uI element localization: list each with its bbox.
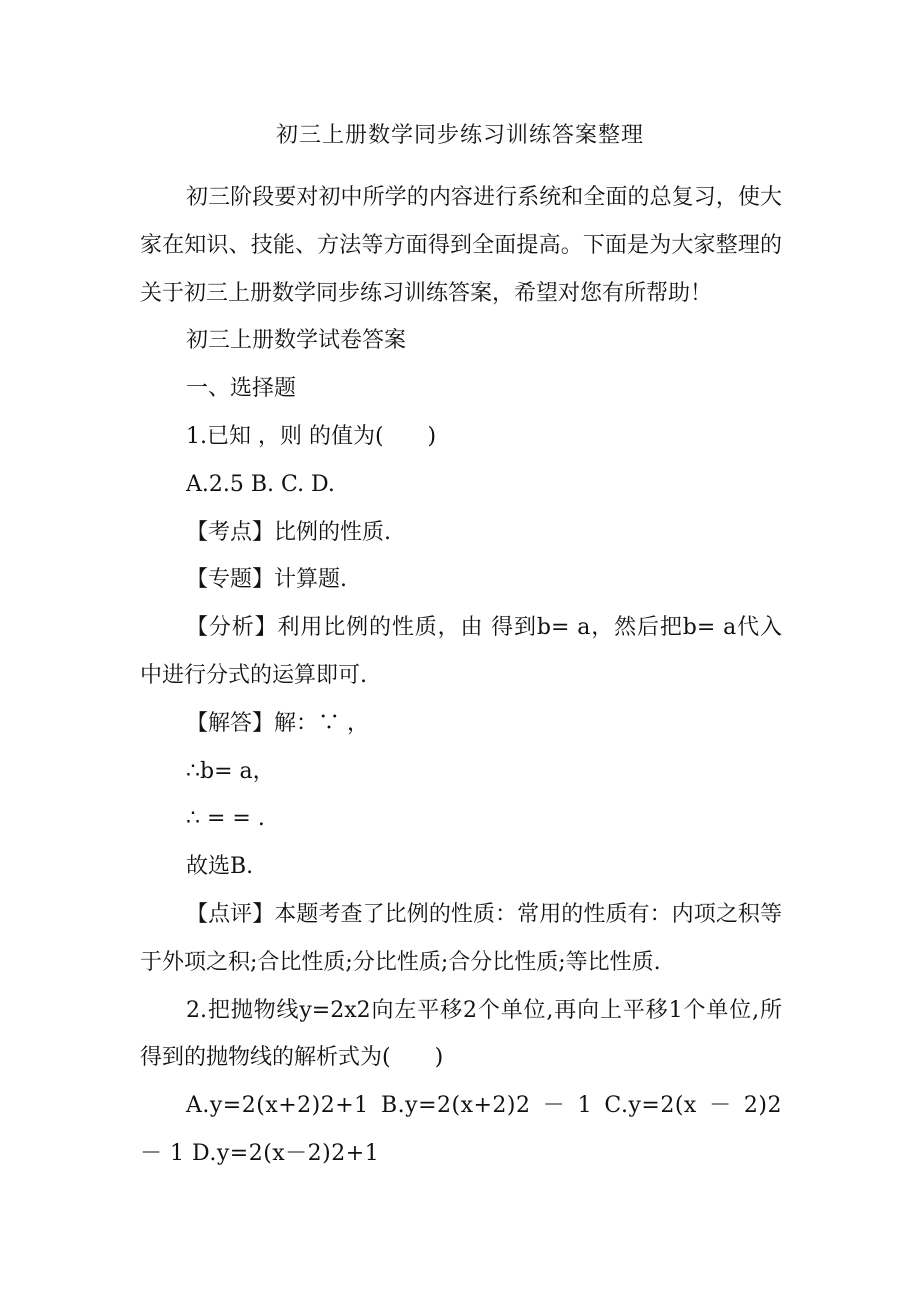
question-1-options: A.2.5 B. C. D. [186, 471, 335, 497]
question-1-analysis: 【分析】利用比例的性质，由 得到b= a，然后把b= a代入 中进行分式的运算即可. [140, 615, 782, 688]
question-2-options: A.y=2(x+2)2+1 B.y=2(x+2)2 － 1 C.y=2(x － 2)2 － 1 D.y=2(x－2)2+1 [140, 1093, 782, 1166]
question-1-zhuanti: 【专题】计算题. [186, 567, 347, 593]
question-1-answer: 【解答】解：∵ ， [186, 710, 369, 736]
question-1-step-1: ∴b= a， [186, 758, 275, 784]
intro-paragraph: 初三阶段要对初中所学的内容进行系统和全面的总复习，使大家在知识、技能、方法等方面得到全面提高。下面是为大家整理的关于初三上册数学同步练习训练答案，希望对您有所帮助！ [140, 185, 782, 306]
question-1: 1.已知 ，则 的值为( ) [186, 423, 437, 449]
question-1-step-2: ∴ = = . [186, 806, 265, 832]
document-body [140, 174, 782, 1178]
document-title: 初三上册数学同步练习训练答案整理 [275, 123, 644, 148]
section-heading: 初三上册数学试卷答案 [186, 328, 407, 354]
question-1-choice: 故选B. [186, 854, 254, 880]
subsection-heading: 一、选择题 [186, 376, 297, 402]
question-1-comment: 【点评】本题考查了比例的性质：常用的性质有：内项之积等于外项之积;合比性质;分比性质;合分比性质;等比性质. [140, 901, 782, 975]
question-2: 2.把抛物线y=2x2向左平移2个单位,再向上平移1个单位,所得到的抛物线的解析式为( ) [140, 997, 782, 1071]
question-1-kaodian: 【考点】比例的性质. [186, 519, 391, 545]
